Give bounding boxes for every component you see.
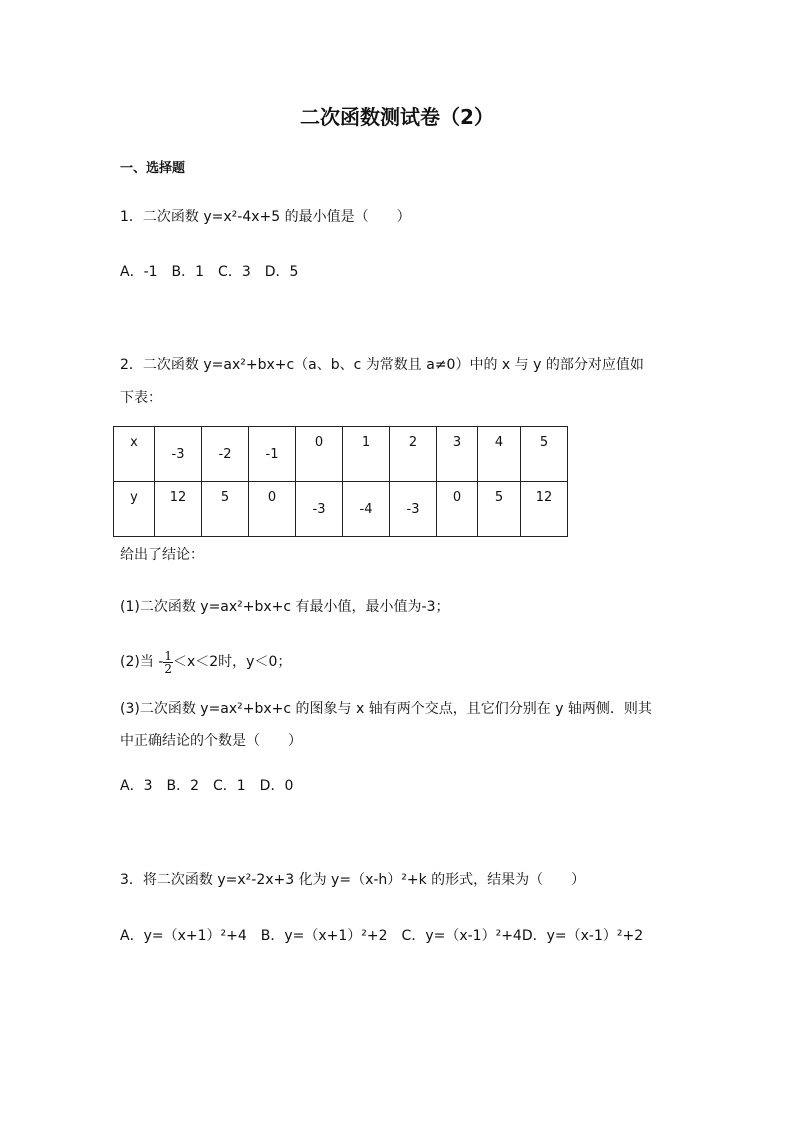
question-3-text: 3．将二次函数 y=x²-2x+3 化为 y=（x-h）²+k 的形式，结果为（ ） — [120, 872, 586, 888]
table-cell: 4 — [478, 427, 521, 482]
table-cell: 12 — [521, 482, 568, 537]
fraction-denominator: 2 — [164, 661, 172, 676]
table-cell: 5 — [521, 427, 568, 482]
table-cell: 0 — [437, 482, 478, 537]
table-cell: 0 — [249, 482, 296, 537]
question-2-text-line2: 下表： — [120, 390, 162, 406]
table-cell: 12 — [155, 482, 202, 537]
table-cell: -3 — [155, 427, 202, 482]
table-header-x: x — [114, 427, 155, 482]
question-3-options: A．y=（x+1）²+4 B．y=（x+1）²+2 C．y=（x-1）²+4D．y=（x-1）²+2 — [120, 928, 644, 944]
question-1-options: A．-1 B．1 C．3 D．5 — [120, 264, 299, 280]
question-1-text: 1．二次函数 y=x²-4x+5 的最小值是（ ） — [120, 209, 411, 225]
conclusion-1: (1)二次函数 y=ax²+bx+c 有最小值，最小值为-3； — [120, 599, 450, 615]
table-cell: -2 — [202, 427, 249, 482]
table-cell: -3 — [390, 482, 437, 537]
conclusion-2-prefix: (2)当 - — [120, 654, 164, 670]
table-row-y — [114, 482, 568, 537]
section-heading: 一、选择题 — [120, 161, 186, 176]
table-cell: 1 — [343, 427, 390, 482]
table-cell: -4 — [343, 482, 390, 537]
table-cell: 5 — [202, 482, 249, 537]
conclusions-intro: 给出了结论： — [120, 547, 204, 563]
conclusion-2-rest: ＜x＜2时，y＜0； — [172, 654, 292, 670]
conclusion-2 — [120, 648, 291, 676]
conclusion-3-line2: 中正确结论的个数是（ ） — [120, 733, 302, 749]
table-header-y: y — [114, 482, 155, 537]
value-table — [113, 426, 568, 537]
question-2-options: A．3 B．2 C．1 D．0 — [120, 778, 294, 794]
fraction-numerator: 1 — [164, 648, 172, 663]
conclusion-3-line1: (3)二次函数 y=ax²+bx+c 的图象与 x 轴有两个交点，且它们分别在 y 轴两侧．则其 — [120, 701, 652, 717]
page-title: 二次函数测试卷（2） — [300, 105, 494, 129]
table-cell: 3 — [437, 427, 478, 482]
table-cell: -1 — [249, 427, 296, 482]
table-row-x — [114, 427, 568, 482]
fraction-one-half — [163, 650, 173, 675]
table-cell: 0 — [296, 427, 343, 482]
table-cell: 5 — [478, 482, 521, 537]
question-2-text-line1: 2．二次函数 y=ax²+bx+c（a、b、c 为常数且 a≠0）中的 x 与 y 的部分对应值如 — [120, 357, 644, 373]
table-cell: 2 — [390, 427, 437, 482]
table-cell: -3 — [296, 482, 343, 537]
